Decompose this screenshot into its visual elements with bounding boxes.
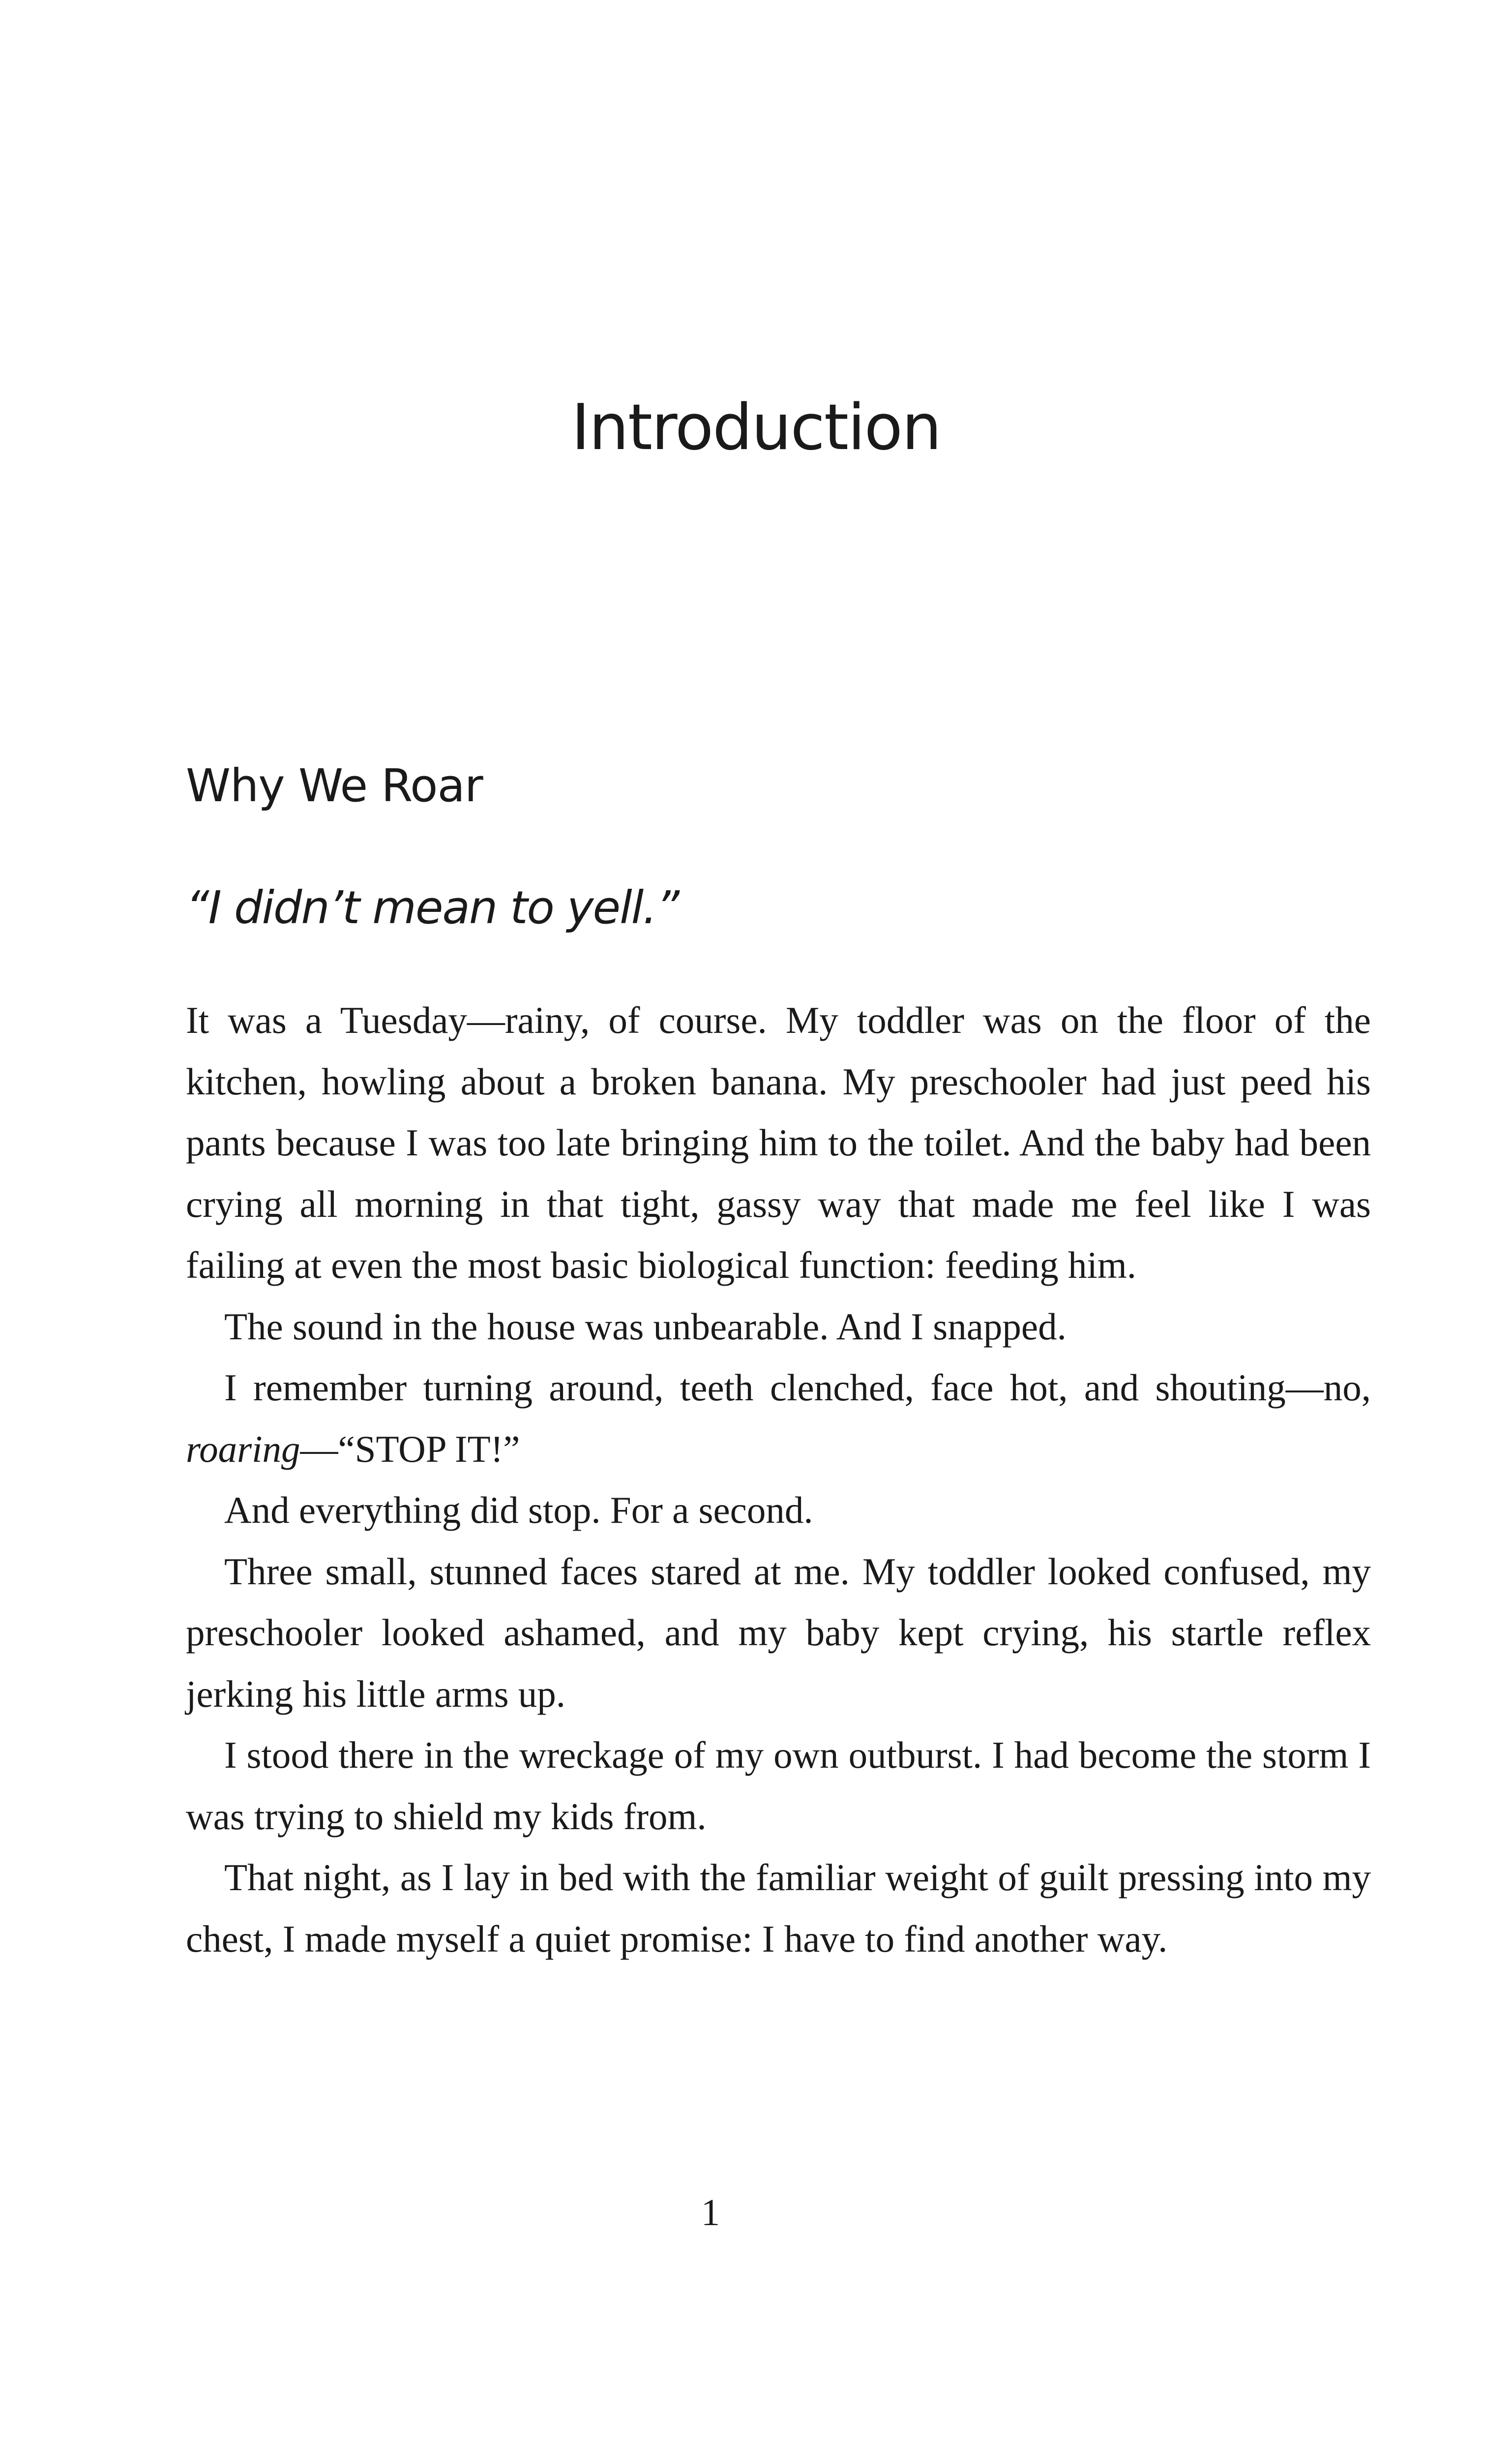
paragraph-3-start: I remember turning around, teeth clenched, face hot, and shouting—no, — [224, 1366, 1371, 1409]
epigraph-quote: “I didn’t mean to yell.” — [186, 881, 679, 934]
page-number: 1 — [701, 2191, 720, 2233]
paragraph-3-emphasis: roaring — [186, 1427, 300, 1470]
chapter-title: Introduction — [571, 391, 941, 464]
paragraph-3 — [186, 1357, 1371, 1479]
paragraph-7: That night, as I lay in bed with the familiar weight of guilt pressing into my chest, I made myself a quiet promise: I have to find another way. — [186, 1856, 1371, 1960]
section-heading: Why We Roar — [186, 759, 483, 812]
paragraph-6: I stood there in the wreckage of my own outburst. I had become the storm I was trying to shield my kids from. — [186, 1734, 1371, 1838]
paragraph-3-end: —“STOP IT!” — [300, 1427, 520, 1470]
paragraph-4: And everything did stop. For a second. — [224, 1489, 813, 1531]
paragraph-2: The sound in the house was unbearable. And I snapped. — [224, 1305, 1067, 1348]
paragraph-1: It was a Tuesday—rainy, of course. My toddler was on the floor of the kitchen, howling about a broken banana. My preschooler had just peed his pants because I was too late bringing him to the toilet. And the baby had been crying all morning in that tight, gassy way that made me feel like I was failing at even the most basic biological function: feeding him. — [186, 999, 1371, 1286]
body-text — [186, 990, 1371, 1969]
paragraph-5: Three small, stunned faces stared at me. My toddler looked confused, my preschooler looked ashamed, and my baby kept crying, his startle reflex jerking his little arms up. — [186, 1550, 1371, 1715]
